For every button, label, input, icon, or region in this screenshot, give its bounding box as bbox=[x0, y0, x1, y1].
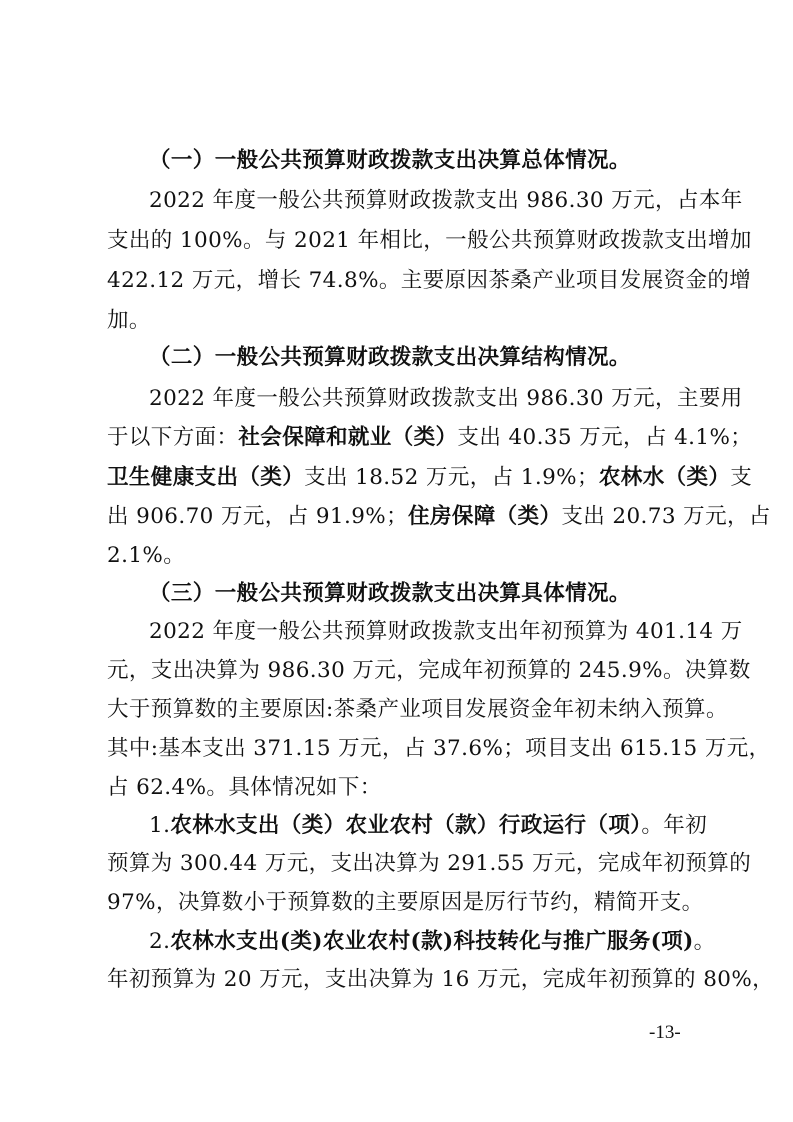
section-1-line-1: 2022 年度一般公共预算财政拨款支出 986.30 万元，占本年 bbox=[149, 188, 743, 213]
section-3-line-1: 2022 年度一般公共预算财政拨款支出年初预算为 401.14 万 bbox=[149, 619, 743, 644]
category-agriculture: 农林水（类） bbox=[598, 465, 731, 490]
section-2-line-4 bbox=[107, 502, 771, 532]
category-social-security: 社会保障和就业（类） bbox=[238, 425, 458, 450]
category-housing: 住房保障（类） bbox=[408, 504, 562, 529]
text-run: 。 bbox=[693, 929, 716, 954]
item-number: 2. bbox=[149, 929, 171, 954]
text-run: 支出 18.52 万元，占 1.9%； bbox=[304, 465, 599, 490]
text-run: 出 906.70 万元，占 91.9%； bbox=[107, 504, 409, 529]
text-run: 支 bbox=[730, 465, 753, 490]
section-1-line-3: 422.12 万元，增长 74.8%。主要原因茶桑产业项目发展资金的增 bbox=[107, 268, 752, 293]
section-3-heading: （三）一般公共预算财政拨款支出决算具体情况。 bbox=[149, 581, 631, 606]
item-title: 农林水支出（类）农业农村（款）行政运行（项） bbox=[170, 813, 642, 838]
text-run: 于以下方面： bbox=[107, 425, 239, 450]
text-run: 支出 40.35 万元，占 4.1%； bbox=[457, 425, 753, 450]
text-run: 支出 20.73 万元，占 bbox=[561, 504, 771, 529]
section-1-heading: （一）一般公共预算财政拨款支出决算总体情况。 bbox=[149, 148, 631, 173]
section-3-line-3: 大于预算数的主要原因:茶桑产业项目发展资金年初未纳入预算。 bbox=[107, 697, 728, 722]
section-2-heading: （二）一般公共预算财政拨款支出决算结构情况。 bbox=[149, 345, 631, 370]
item-number: 1. bbox=[149, 813, 171, 838]
item-2-line-1 bbox=[149, 927, 716, 957]
section-1-line-2: 支出的 100%。与 2021 年相比，一般公共预算财政拨款支出增加 bbox=[107, 228, 752, 253]
item-1-line-3: 97%，决算数小于预算数的主要原因是厉行节约，精简开支。 bbox=[107, 890, 704, 915]
section-2-line-3 bbox=[107, 463, 753, 493]
section-2-line-2 bbox=[107, 423, 753, 453]
text-run: 。年初 bbox=[641, 813, 708, 838]
item-2-line-2: 年初预算为 20 万元，支出决算为 16 万元，完成年初预算的 80%， bbox=[107, 967, 775, 992]
section-3-line-5: 占 62.4%。具体情况如下： bbox=[107, 775, 382, 800]
section-3-line-4: 其中:基本支出 371.15 万元，占 37.6%；项目支出 615.15 万元， bbox=[107, 736, 771, 761]
section-1-line-4: 加。 bbox=[107, 308, 151, 333]
section-2-line-1: 2022 年度一般公共预算财政拨款支出 986.30 万元，主要用 bbox=[149, 386, 743, 411]
section-2-line-5: 2.1%。 bbox=[107, 543, 186, 568]
category-health: 卫生健康支出（类） bbox=[107, 465, 305, 490]
item-1-line-1 bbox=[149, 811, 708, 841]
section-3-line-2: 元，支出决算为 986.30 万元，完成年初预算的 245.9%。决算数 bbox=[107, 658, 751, 683]
page-number: -13- bbox=[649, 1022, 681, 1043]
item-1-line-2: 预算为 300.44 万元，支出决算为 291.55 万元，完成年初预算的 bbox=[107, 851, 752, 876]
item-title: 农林水支出(类)农业农村(款)科技转化与推广服务(项) bbox=[170, 929, 694, 954]
